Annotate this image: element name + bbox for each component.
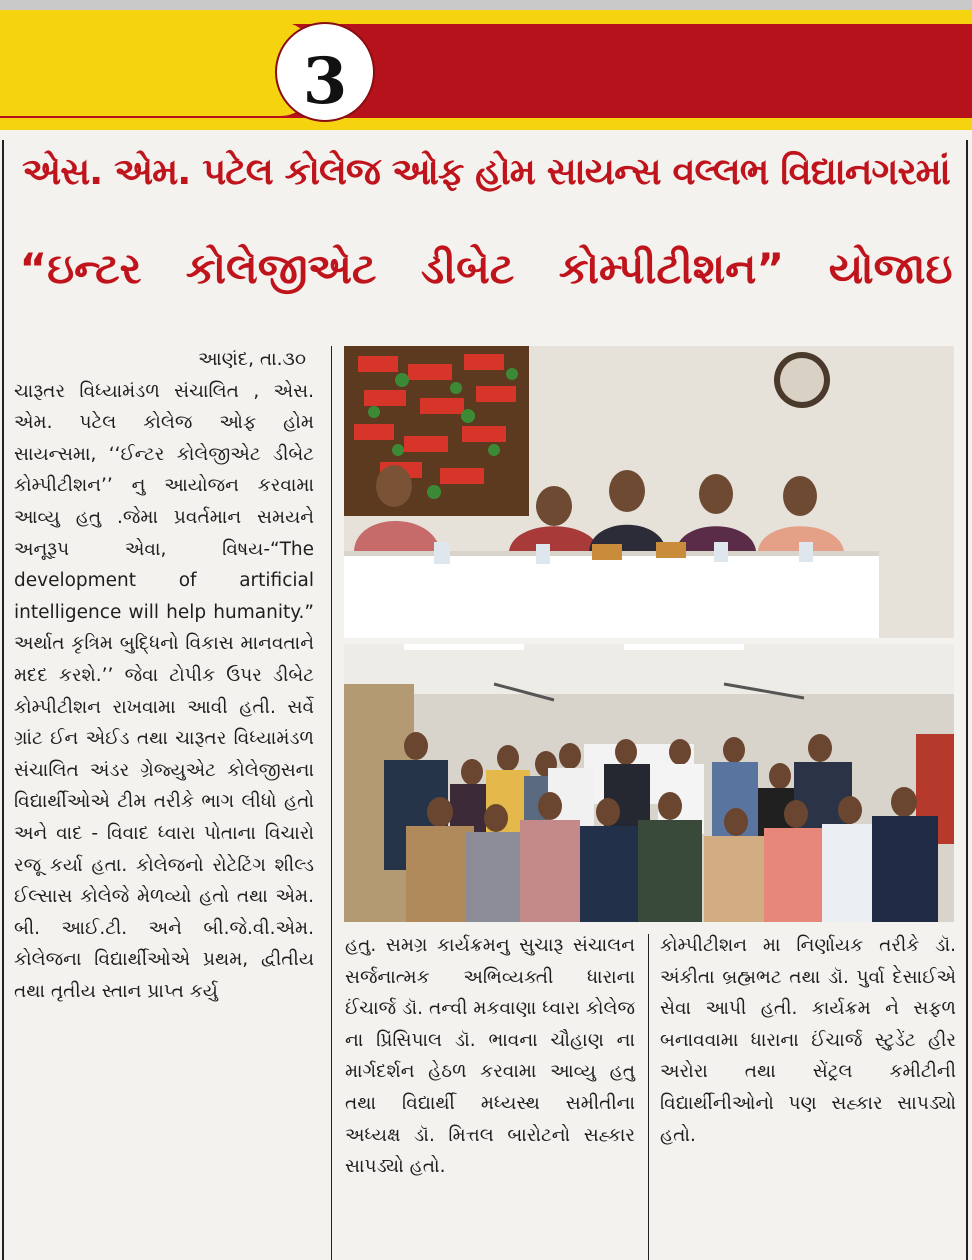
headline-line-1: એસ. એમ. પટેલ કોલેજ ઓફ હોમ સાયન્સ વલ્લભ વિદ્યાનગરમાં: [22, 150, 950, 193]
page-banner: [0, 10, 972, 130]
dateline: આણંદ, તા.૩૦: [198, 349, 306, 370]
photo-group-graphic: [344, 644, 954, 922]
column-divider-1: [331, 346, 332, 1260]
page-number: 3: [302, 44, 348, 119]
banner-graphic: [0, 10, 972, 130]
article-column-1: [14, 344, 314, 1007]
photo-panel-discussion: [344, 346, 954, 638]
photo-stage-graphic: [344, 346, 954, 638]
top-border: [0, 0, 972, 10]
headline-line-2: “ઇન્ટર કોલેજીએટ ડીબેટ કોમ્પીટીશન” યોજાઇ: [19, 244, 953, 293]
frame-left: [2, 140, 4, 1260]
article-column-3: [660, 930, 956, 1151]
column-1-text: ચારૂતર વિધ્યામંડળ સંચાલિત , એસ. એમ. પટેલ કોલેજ ઓફ હોમ સાયન્સમા, ‘‘ઈન્ટર કોલેજીએટ ડીબેટ કોમ્પીટીશન’’ નુ આયોજન કરવામા આવ્યુ હતુ .જેમા પ્રવર્તમાન સમયને અનૂરૂપ એવા, વિષય-“The development of artificial intelligence will help humanity.” અર્થાત કૃત્રિમ બુદ્ધિનો વિકાસ માનવતાને મદદ કરશે.’’ જેવા ટોપીક ઉપર ડીબેટ કોમ્પીટીશન રાખવામા આવી હતી. સર્વે ગ્રાંટ ઈન એઈડ તથા ચારૂતર વિધ્યામંડળ સંચાલિત અંડર ગ્રેજ્યુએટ કોલેજીસના વિદ્યાર્થીઓએ ટીમ તરીકે ભાગ લીધો હતો અને વાદ - વિવાદ ધ્વારા પોતાના વિચારો રજૂ કર્યા હતા. કોલેજનો રોટેટિંગ શીલ્ડ ઈલ્સાસ કોલેજે મેળવ્યો હતો તથા એમ. બી. આઈ.ટી. અને બી.જે.વી.એમ. કોલેજના વિદ્યાર્થીઓએ પ્રથમ, દ્વીતીય તથા તૃતીય સ્તાન પ્રાપ્ત કર્યુ: [14, 380, 314, 1002]
column-2-text: હતુ. સમગ્ર કાર્યક્રમનુ સુચારૂ સંચાલન સર્જનાત્મક અભિવ્યક્તી ધારાના ઈંચાર્જ ડૉ. તન્વી મકવાણા ધ્વારા કોલેજ ના પ્રિંસિપાલ ડૉ. ભાવના ચૌહાણ ના માર્ગદર્શન હેઠળ કરવામા આવ્યુ હતુ તથા વિદ્યાર્થી મધ્યસ્થ સમીતીના અધ્યક્ષ ડૉ. મિત્તલ બારોટનો સહ્કાર સાપડ્યો હતો.: [345, 935, 635, 1178]
photo-group-participants: [344, 644, 954, 922]
column-divider-2: [648, 934, 649, 1260]
article-column-2: [345, 930, 635, 1183]
frame-right: [966, 140, 968, 1260]
column-3-text: કોમ્પીટીશન મા નિર્ણાયક તરીકે ડૉ. અંકીતા બ્રહ્મભટ તથા ડૉ. પુર્વા દેસાઈએ સેવા આપી હતી. કાર્યક્રમ ને સફળ બનાવવામા ધારાના ઈંચાર્જ સ્ટુડેંટ હીર અરોરા તથા સેંટ્રલ કમીટીની વિદ્યાર્થીનીઓનો પણ સહ્કાર સાપડ્યો હતો.: [660, 935, 956, 1146]
